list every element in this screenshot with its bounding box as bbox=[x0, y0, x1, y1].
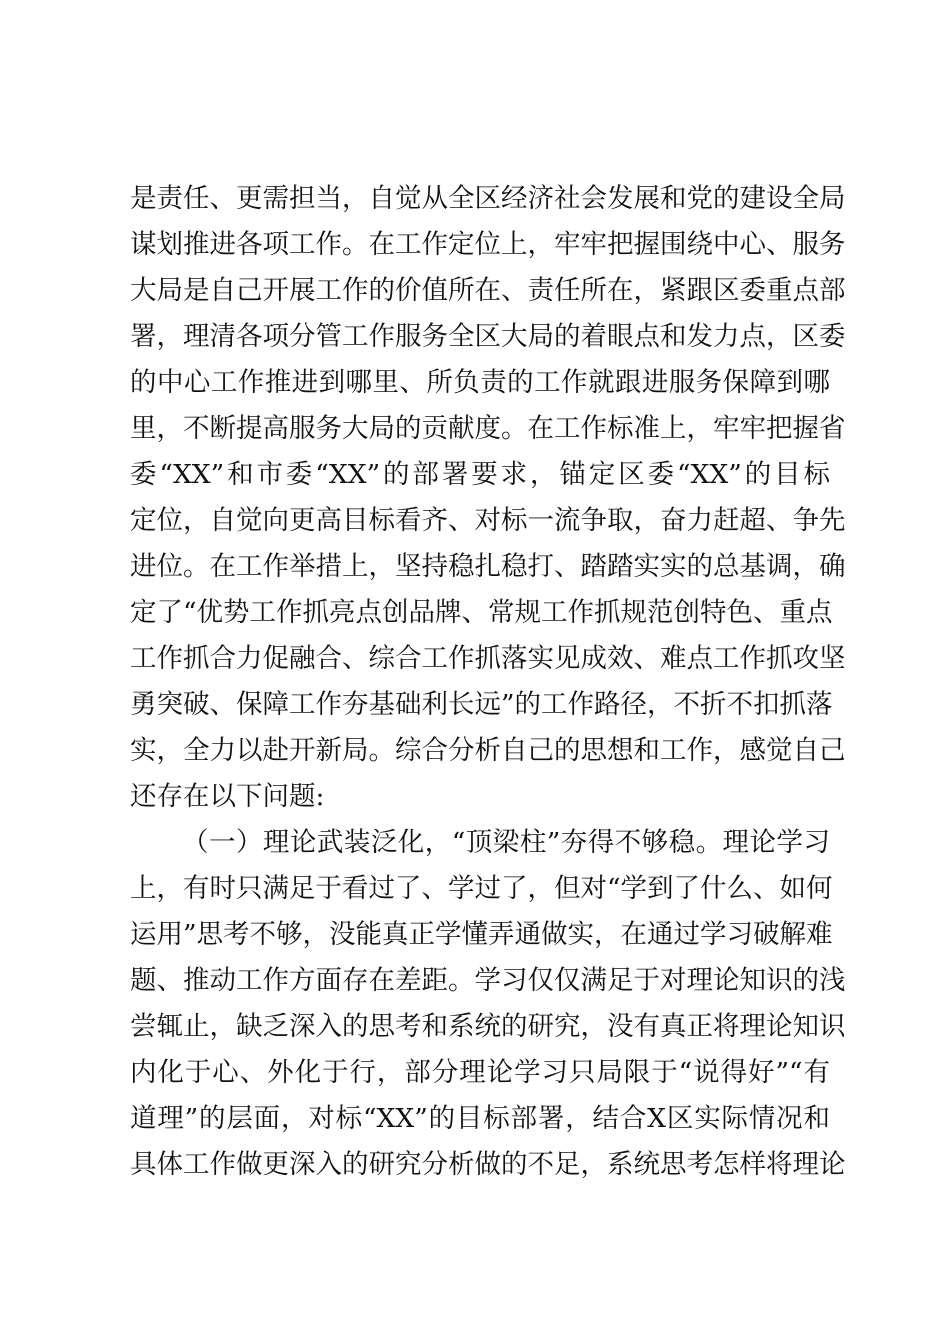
text-line: 实，全力以赴开新局。综合分析自己的思想和工作，感觉自己 bbox=[130, 735, 846, 766]
text-line: 委“XX”和市委“XX”的部署要求，锚定区委“XX”的目标 bbox=[130, 459, 830, 490]
text-line: 大局是自己开展工作的价值所在、责任所在，紧跟区委重点部 bbox=[130, 275, 846, 306]
text-line: 进位。在工作举措上，坚持稳扎稳打、踏踏实实的总基调，确 bbox=[130, 551, 846, 582]
text-line: 内化于心、外化于行，部分理论学习只局限于“说得好”“有 bbox=[130, 1057, 830, 1088]
section-heading-line: （一）理论武装泛化，“顶梁柱”夯得不够稳。理论学习 bbox=[182, 827, 830, 858]
text-line: 上，有时只满足于看过了、学过了，但对“学到了什么、如何 bbox=[130, 873, 833, 904]
text-line: 具体工作做更深入的研究分析做的不足，系统思考怎样将理论 bbox=[130, 1149, 846, 1180]
text-line: 的中心工作推进到哪里、所负责的工作就跟进服务保障到哪 bbox=[130, 367, 830, 398]
text-line: 工作抓合力促融合、综合工作抓落实见成效、难点工作抓攻坚 bbox=[130, 643, 846, 674]
text-line: 道理”的层面，对标“XX”的目标部署，结合X区实际情况和 bbox=[130, 1103, 830, 1134]
text-line: 勇突破、保障工作夯基础利长远”的工作路径，不折不扣抓落 bbox=[130, 689, 833, 720]
body-text bbox=[130, 176, 846, 1188]
text-line: 题、推动工作方面存在差距。学习仅仅满足于对理论知识的浅 bbox=[130, 965, 846, 996]
text-line: 署，理清各项分管工作服务全区大局的着眼点和发力点，区委 bbox=[130, 321, 846, 352]
text-line: 里，不断提高服务大局的贡献度。在工作标准上，牢牢把握省 bbox=[130, 413, 846, 444]
text-line: 是责任、更需担当，自觉从全区经济社会发展和党的建设全局 bbox=[130, 183, 846, 214]
text-line: 定了“优势工作抓亮点创品牌、常规工作抓规范创特色、重点 bbox=[130, 597, 833, 628]
text-line: 尝辄止，缺乏深入的思考和系统的研究，没有真正将理论知识 bbox=[130, 1011, 846, 1042]
text-line: 还存在以下问题: bbox=[130, 781, 325, 812]
text-line: 谋划推进各项工作。在工作定位上，牢牢把握围绕中心、服务 bbox=[130, 229, 846, 260]
text-line: 运用”思考不够，没能真正学懂弄通做实，在通过学习破解难 bbox=[130, 919, 833, 950]
text-line: 定位，自觉向更高目标看齐、对标一流争取，奋力赶超、争先 bbox=[130, 505, 846, 536]
